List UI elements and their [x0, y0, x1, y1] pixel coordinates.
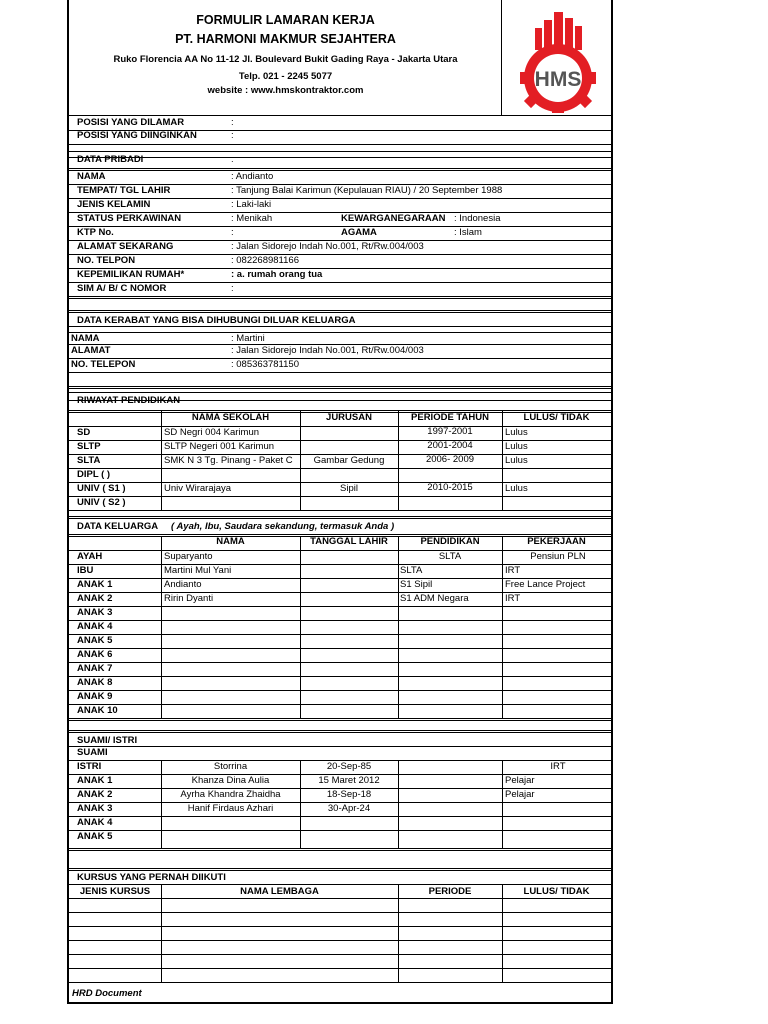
education-period: 2001-2004 [427, 440, 473, 451]
education-level: SD [77, 427, 91, 438]
row-line [69, 386, 611, 387]
courses-section-title: KURSUS YANG PERNAH DIIKUTI [77, 872, 226, 883]
personal-name-value: : Andianto [231, 171, 274, 182]
form-header [69, 0, 502, 116]
personal-house-value: : a. rumah orang tua [231, 269, 323, 280]
education-level: SLTP [77, 441, 101, 452]
family-header: TANGGAL LAHIR [310, 536, 388, 547]
row-line [69, 496, 611, 497]
row-line [69, 926, 611, 927]
col-line [161, 884, 162, 982]
personal-name-label: NAMA [77, 171, 106, 182]
row-line [69, 298, 611, 299]
relative-address-label: ALAMAT [71, 345, 111, 356]
position-desired-label: POSISI YANG DIINGINKAN [77, 130, 197, 141]
row-line [69, 732, 611, 733]
row-line [69, 968, 611, 969]
courses-header: LULUS/ TIDAK [523, 886, 590, 897]
row-line [69, 144, 611, 145]
row-line [69, 606, 611, 607]
family-job: IRT [505, 593, 521, 604]
personal-sim-label: SIM A/ B/ C NOMOR [77, 283, 167, 294]
family-label: ANAK 7 [77, 663, 113, 674]
col-line [398, 884, 399, 982]
relative-address-value: : Jalan Sidorejo Indah No.001, Rt/Rw.004/003 [231, 345, 424, 356]
family-label: ANAK 8 [77, 677, 113, 688]
row-line [69, 534, 611, 535]
education-school: SLTP Negeri 001 Karimun [164, 441, 275, 452]
personal-marital-label: STATUS PERKAWINAN [77, 213, 182, 224]
relative-name-value: : Martini [231, 333, 265, 344]
company-website: website : www.hmskontraktor.com [207, 85, 364, 96]
family-job: Pensiun PLN [530, 551, 586, 562]
education-school: SD Negri 004 Karimun [164, 427, 260, 438]
row-line [69, 982, 611, 983]
col-line [161, 536, 162, 718]
row-line [69, 634, 611, 635]
personal-phone-label: NO. TELPON [77, 255, 136, 266]
spouse-job: Pelajar [505, 775, 535, 786]
family-label: ANAK 4 [77, 621, 113, 632]
spouse-label: SUAMI [77, 747, 108, 758]
family-name: Ririn Dyanti [164, 593, 214, 604]
family-edu: SLTA [438, 551, 462, 562]
col-line [502, 884, 503, 982]
row-line [69, 746, 611, 747]
family-header: PENDIDIKAN [420, 536, 480, 547]
education-major: Gambar Gedung [313, 455, 385, 466]
personal-ktp-label: KTP No. [77, 227, 114, 238]
row-line [69, 898, 611, 899]
spouse-name: Storrina [213, 761, 248, 772]
row-line [69, 168, 611, 169]
company-phone: Telp. 021 - 2245 5077 [238, 71, 333, 82]
row-line [69, 510, 611, 511]
personal-address-value: : Jalan Sidorejo Indah No.001, Rt/Rw.004/003 [231, 241, 424, 252]
family-label: ANAK 5 [77, 635, 113, 646]
education-status: Lulus [505, 483, 528, 494]
spouse-name: Khanza Dina Aulia [191, 775, 270, 786]
personal-ktp-value: : [231, 227, 234, 238]
row-line [69, 358, 611, 359]
family-label: IBU [77, 565, 94, 576]
col-line [502, 410, 503, 510]
personal-marital-value: : Menikah [231, 213, 273, 224]
company-name: PT. HARMONI MAKMUR SEJAHTERA [175, 32, 396, 46]
row-line [69, 830, 611, 831]
position-applied-value: : [231, 117, 234, 128]
education-period: 1997-2001 [427, 426, 473, 437]
row-line [69, 850, 611, 851]
row-line [69, 848, 611, 849]
hrd-document-footer: HRD Document [72, 988, 142, 999]
relative-phone-label: NO. TELEPON [71, 359, 136, 370]
spouse-name: Ayrha Khandra Zhaidha [180, 789, 281, 800]
family-section-title: DATA KELUARGA [77, 521, 159, 532]
courses-header: NAMA LEMBAGA [240, 886, 319, 897]
education-status: Lulus [505, 441, 528, 452]
form-title: FORMULIR LAMARAN KERJA [196, 13, 375, 27]
education-header: NAMA SEKOLAH [191, 412, 270, 423]
courses-header: JENIS KURSUS [79, 886, 151, 897]
row-line [69, 426, 611, 427]
education-header: LULUS/ TIDAK [523, 412, 590, 423]
row-line [69, 332, 611, 333]
personal-phone-value: : 082268981166 [231, 255, 299, 266]
spouse-label: ANAK 5 [77, 831, 113, 842]
personal-religion-value: : Islam [454, 227, 482, 238]
col-line [398, 760, 399, 848]
row-line [69, 912, 611, 913]
company-address: Ruko Florencia AA No 11-12 Jl. Boulevard Bukit Gading Raya - Jakarta Utara [113, 54, 458, 65]
family-label: ANAK 9 [77, 691, 113, 702]
row-line [69, 720, 611, 721]
personal-section-title: DATA PRIBADI [77, 154, 144, 165]
family-label: ANAK 3 [77, 607, 113, 618]
row-line [69, 254, 611, 255]
row-line [69, 884, 611, 885]
personal-sim-value: : [231, 283, 234, 294]
family-name: Andianto [164, 579, 202, 590]
education-level: DIPL ( ) [77, 469, 111, 480]
education-status: Lulus [505, 427, 528, 438]
row-line [69, 816, 611, 817]
family-edu: SLTA [400, 565, 423, 576]
row-line [69, 157, 611, 158]
row-line [69, 516, 611, 517]
row-line [69, 388, 611, 389]
education-section-title: RIWAYAT PENDIDIKAN [77, 395, 181, 406]
relative-phone-value: : 085363781150 [231, 359, 299, 370]
row-line [69, 312, 611, 313]
row-line [69, 564, 611, 565]
hms-logo [502, 0, 613, 116]
col-line [161, 410, 162, 510]
spouse-label: ANAK 1 [77, 775, 113, 786]
spouse-dob: 20-Sep-85 [326, 761, 372, 772]
row-line [69, 592, 611, 593]
row-line [69, 730, 611, 731]
spouse-section-title: SUAMI/ ISTRI [77, 735, 138, 746]
personal-gender-value: : Laki-laki [231, 199, 272, 210]
personal-address-label: ALAMAT SEKARANG [77, 241, 174, 252]
row-line [69, 151, 611, 152]
personal-house-label: KEPEMILIKAN RUMAH* [77, 269, 185, 280]
row-line [69, 718, 611, 719]
family-job: Free Lance Project [505, 579, 586, 590]
spouse-job: IRT [550, 761, 566, 772]
family-header: PEKERJAAN [527, 536, 586, 547]
col-line [300, 536, 301, 718]
family-edu: S1 Sipil [400, 579, 433, 590]
family-label: ANAK 6 [77, 649, 113, 660]
family-label: ANAK 1 [77, 579, 113, 590]
position-applied-label: POSISI YANG DILAMAR [77, 117, 185, 128]
row-line [69, 372, 611, 373]
row-line [69, 440, 611, 441]
row-line [69, 704, 611, 705]
family-header: NAMA [216, 536, 245, 547]
personal-gender-label: JENIS KELAMIN [77, 199, 151, 210]
spouse-label: ANAK 3 [77, 803, 113, 814]
education-level: SLTA [77, 455, 101, 466]
row-line [69, 392, 611, 393]
row-line [69, 518, 611, 519]
row-line [69, 648, 611, 649]
education-header: JURUSAN [326, 412, 372, 423]
personal-birth-value: : Tanjung Balai Karimun (Kepulauan RIAU) / 20 September 1988 [231, 185, 503, 196]
col-line [398, 536, 399, 718]
row-line [69, 170, 611, 171]
education-level: UNIV ( S1 ) [77, 483, 126, 494]
education-school: Univ Wirarajaya [164, 483, 232, 494]
spouse-label: ISTRI [77, 761, 102, 772]
row-line [69, 296, 611, 297]
education-period: 2010-2015 [427, 482, 473, 493]
row-line [69, 954, 611, 955]
family-label: ANAK 10 [77, 705, 118, 716]
relative-section-title: DATA KERABAT YANG BISA DIHUBUNGI DILUAR KELUARGA [77, 315, 356, 326]
education-level: UNIV ( S2 ) [77, 497, 126, 508]
family-edu: S1 ADM Negara [400, 593, 469, 604]
education-status: Lulus [505, 455, 528, 466]
application-form [67, 0, 613, 1004]
education-major: Sipil [340, 483, 358, 494]
personal-citizenship-label: KEWARGANEGARAAN [341, 213, 446, 224]
spouse-dob: 18-Sep-18 [326, 789, 372, 800]
spouse-dob: 15 Maret 2012 [318, 775, 380, 786]
row-line [69, 620, 611, 621]
row-line [69, 690, 611, 691]
personal-title-colon: : [231, 154, 234, 165]
relative-name-label: NAMA [71, 333, 100, 344]
education-school: SMK N 3 Tg. Pinang - Paket C [164, 455, 293, 466]
education-period: 2006- 2009 [425, 454, 475, 465]
row-line [69, 226, 611, 227]
family-label: ANAK 2 [77, 593, 113, 604]
row-line [69, 868, 611, 869]
svg-text:HMS: HMS [534, 68, 582, 91]
row-line [69, 870, 611, 871]
personal-citizenship-value: : Indonesia [454, 213, 501, 224]
row-line [69, 310, 611, 311]
family-label: AYAH [77, 551, 103, 562]
row-line [69, 468, 611, 469]
family-name: Martini Mul Yani [164, 565, 232, 576]
row-line [69, 676, 611, 677]
spouse-label: ANAK 4 [77, 817, 113, 828]
spouse-job: Pelajar [505, 789, 535, 800]
family-job: IRT [505, 565, 521, 576]
row-line [69, 940, 611, 941]
spouse-name: Hanif Firdaus Azhari [187, 803, 274, 814]
courses-header: PERIODE [428, 886, 472, 897]
spouse-label: ANAK 2 [77, 789, 113, 800]
spouse-dob: 30-Apr-24 [327, 803, 371, 814]
personal-religion-label: AGAMA [341, 227, 377, 238]
col-line [502, 536, 503, 718]
row-line [69, 410, 611, 411]
col-line [502, 760, 503, 848]
row-line [69, 662, 611, 663]
family-section-subtitle: ( Ayah, Ibu, Saudara sekandung, termasuk Anda ) [171, 521, 395, 532]
position-desired-value: : [231, 130, 234, 141]
education-header: PERIODE TAHUN [411, 412, 489, 423]
personal-birth-label: TEMPAT/ TGL LAHIR [77, 185, 171, 196]
family-name: Suparyanto [164, 551, 213, 562]
